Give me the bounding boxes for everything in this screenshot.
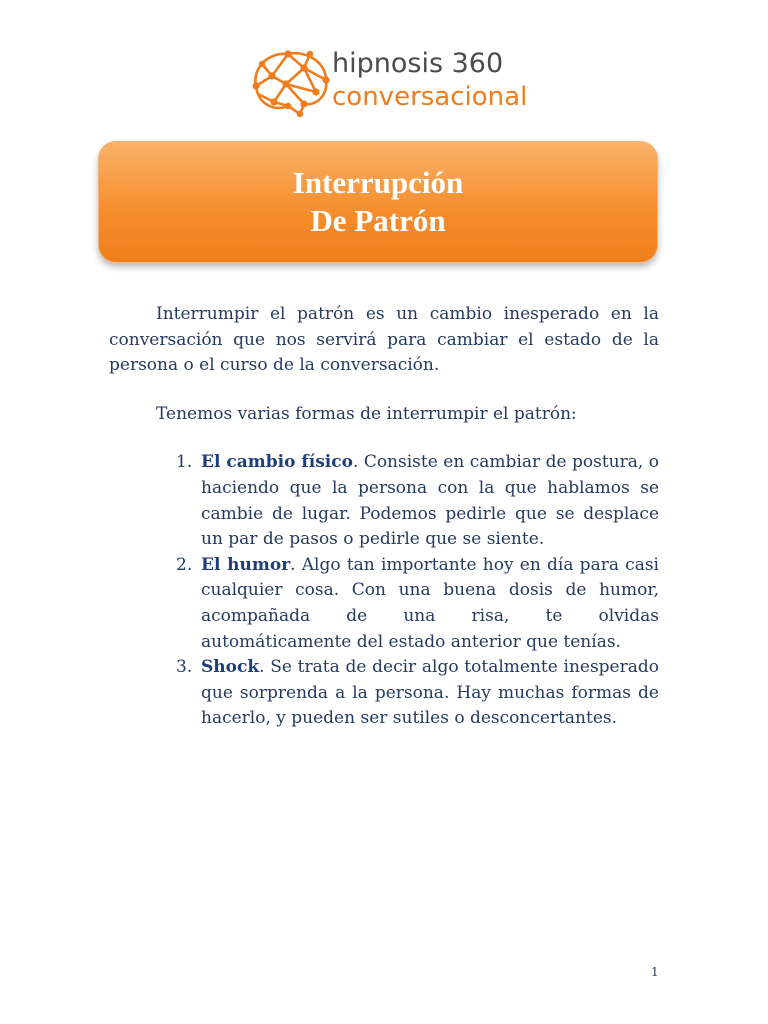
list-term: El cambio físico [201, 452, 353, 473]
list-text: . Consiste en cambiar de postura, o haciendo que la persona con la que hablamos se cambie de lugar. Podemos pedirle que se desplace un par de pasos o pedirle que se siente. [201, 452, 659, 550]
brand-name: hipnosis 360 [332, 48, 504, 79]
title-line-1: Interrupción [292, 165, 464, 200]
list-term: El humor [201, 554, 291, 575]
list-number: 1. [176, 452, 193, 473]
subtitle-paragraph: Tenemos varias formas de interrumpir el patrón: [156, 403, 577, 424]
page-number: 1 [651, 965, 659, 979]
list-term: Shock [201, 657, 260, 678]
title-banner [98, 141, 658, 263]
list-text: . Se trata de decir algo totalmente inesperado que sorprenda a la persona. Hay muchas formas de hacerlo, y pueden ser sutiles o desconcertantes. [201, 657, 659, 729]
list-item [176, 450, 659, 552]
intro-paragraph: Interrumpir el patrón es un cambio inesperado en la conversación que nos servirá para cambiar el estado de la persona o el curso de la conversación. [109, 304, 659, 376]
list-text: . Algo tan importante hoy en día para casi cualquier cosa. Con una buena dosis de humor, acompañada de una risa, te olvidas automáticamente del estado anterior que tenías. [201, 554, 659, 652]
list-number: 2. [176, 554, 193, 575]
brand-subtitle: conversacional [332, 82, 528, 112]
methods-list [109, 450, 659, 732]
list-number: 3. [176, 657, 193, 678]
list-item [176, 553, 659, 655]
brain-network-icon [248, 46, 332, 118]
brand-logo [248, 44, 548, 120]
document-body [109, 302, 659, 732]
list-item [176, 655, 659, 732]
title-line-2: De Patrón [310, 203, 446, 238]
